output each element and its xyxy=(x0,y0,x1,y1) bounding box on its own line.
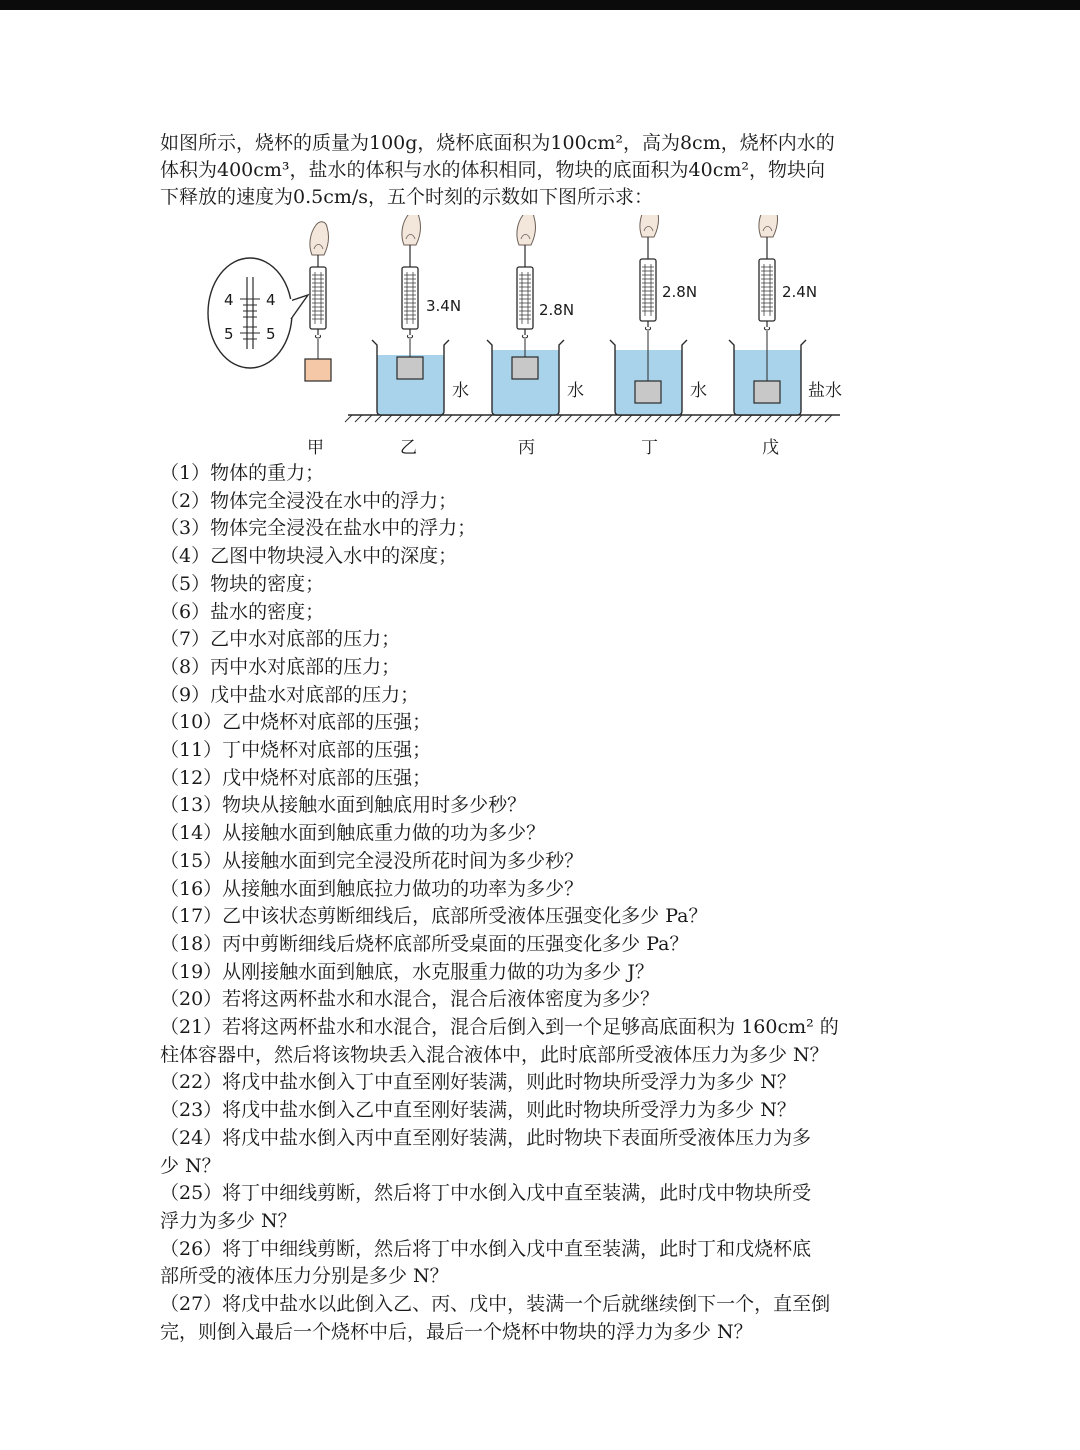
figure-svg xyxy=(200,215,860,465)
question-item-continued: 部所受的液体压力分别是多少 N？ xyxy=(160,1265,449,1288)
reading-bing: 2.8N xyxy=(539,301,575,319)
intro-line: 如图所示，烧杯的质量为100g，烧杯底面积为100cm²，高为8cm，烧杯内水的 xyxy=(160,132,835,154)
liquid-label-yi: 水 xyxy=(452,381,469,401)
experiment-figure xyxy=(200,215,860,465)
top-bar xyxy=(0,0,1080,10)
reading-wu: 2.4N xyxy=(782,283,818,301)
intro-line: 下释放的速度为0.5cm/s，五个时刻的示数如下图所示求： xyxy=(160,186,654,208)
caption-jia: 甲 xyxy=(307,438,324,458)
liquid-label-bing: 水 xyxy=(567,381,584,401)
reading-yi: 3.4N xyxy=(426,297,462,315)
question-item: （18）丙中剪断细线后烧杯底部所受桌面的压强变化多少 Pa？ xyxy=(160,932,689,955)
block-dry xyxy=(305,359,331,381)
question-item: （20）若将这两杯盐水和水混合，混合后液体密度为多少？ xyxy=(160,988,660,1011)
question-item: （7）乙中水对底部的压力； xyxy=(160,628,401,651)
liquid-label-ding: 水 xyxy=(690,381,707,401)
caption-yi: 乙 xyxy=(400,438,417,458)
question-list xyxy=(160,460,905,1347)
liquid-label-wu: 盐水 xyxy=(808,381,842,401)
setup-bing xyxy=(487,215,584,415)
question-item: （6）盐水的密度； xyxy=(160,600,325,623)
question-item: （8）丙中水对底部的压力； xyxy=(160,655,401,678)
setup-yi xyxy=(372,215,469,415)
block-yi xyxy=(397,357,423,379)
reading-ding: 2.8N xyxy=(662,283,698,301)
intro-line: 体积为400cm³，盐水的体积与水的体积相同，物块的底面积为40cm²，物块向 xyxy=(160,159,825,181)
zoom-mark: 5 xyxy=(224,325,234,343)
question-item: （2）物体完全浸没在水中的浮力； xyxy=(160,489,458,512)
question-item: （5）物块的密度； xyxy=(160,572,325,595)
question-item-continued: 柱体容器中，然后将该物块丢入混合液体中，此时底部所受液体压力为多少 N？ xyxy=(160,1043,829,1066)
caption-wu: 戊 xyxy=(762,438,779,458)
question-item: （4）乙图中物块浸入水中的深度； xyxy=(160,545,458,568)
question-item: （10）乙中烧杯对底部的压强； xyxy=(160,711,432,734)
ground-line xyxy=(345,415,840,422)
question-item: （25）将丁中细线剪断，然后将丁中水倒入戊中直至装满，此时戊中物块所受 xyxy=(160,1182,812,1205)
zoom-mark: 4 xyxy=(224,291,234,309)
question-item: （23）将戊中盐水倒入乙中直至刚好装满，则此时物块所受浮力为多少 N？ xyxy=(160,1099,796,1122)
question-item: （14）从接触水面到触底重力做的功为多少？ xyxy=(160,822,546,845)
question-item-continued: 完，则倒入最后一个烧杯中后，最后一个烧杯中物块的浮力为多少 N？ xyxy=(160,1320,753,1343)
question-item: （22）将戊中盐水倒入丁中直至刚好装满，则此时物块所受浮力为多少 N？ xyxy=(160,1071,796,1094)
zoom-bubble xyxy=(208,258,308,368)
block-ding xyxy=(635,381,661,403)
question-item: （24）将戊中盐水倒入丙中直至刚好装满，此时物块下表面所受液体压力为多 xyxy=(160,1126,812,1149)
question-item: （13）物块从接触水面到触底用时多少秒？ xyxy=(160,794,527,817)
setup-jia xyxy=(305,222,331,381)
question-item: （19）从刚接触水面到触底，水克服重力做的功为多少 J？ xyxy=(160,960,654,983)
caption-bing: 丙 xyxy=(518,438,535,458)
question-item: （21）若将这两杯盐水和水混合，混合后倒入到一个足够高底面积为 160cm² 的 xyxy=(160,1016,839,1039)
question-item: （15）从接触水面到完全浸没所花时间为多少秒？ xyxy=(160,849,584,872)
zoom-mark: 5 xyxy=(266,325,276,343)
question-item: （1）物体的重力； xyxy=(160,462,325,484)
problem-intro xyxy=(160,130,900,211)
question-item-continued: 少 N？ xyxy=(160,1154,221,1177)
block-bing xyxy=(512,357,538,379)
question-item: （17）乙中该状态剪断细线后，底部所受液体压强变化多少 Pa？ xyxy=(160,905,708,928)
zoom-mark: 4 xyxy=(266,291,276,309)
question-item: （16）从接触水面到触底拉力做功的功率为多少？ xyxy=(160,877,584,900)
question-item: （26）将丁中细线剪断，然后将丁中水倒入戊中直至装满，此时丁和戊烧杯底 xyxy=(160,1237,812,1260)
question-item: （9）戊中盐水对底部的压力； xyxy=(160,683,420,706)
question-item: （11）丁中烧杯对底部的压强； xyxy=(160,739,432,762)
setup-ding xyxy=(610,215,707,415)
question-item: （12）戊中烧杯对底部的压强； xyxy=(160,766,432,789)
block-wu xyxy=(754,381,780,403)
question-item: （27）将戊中盐水以此倒入乙、丙、戊中，装满一个后就继续倒下一个，直至倒 xyxy=(160,1293,831,1316)
question-item: （3）物体完全浸没在盐水中的浮力； xyxy=(160,517,477,540)
setup-wu xyxy=(729,215,842,415)
caption-ding: 丁 xyxy=(641,438,658,458)
question-item-continued: 浮力为多少 N？ xyxy=(160,1209,297,1232)
